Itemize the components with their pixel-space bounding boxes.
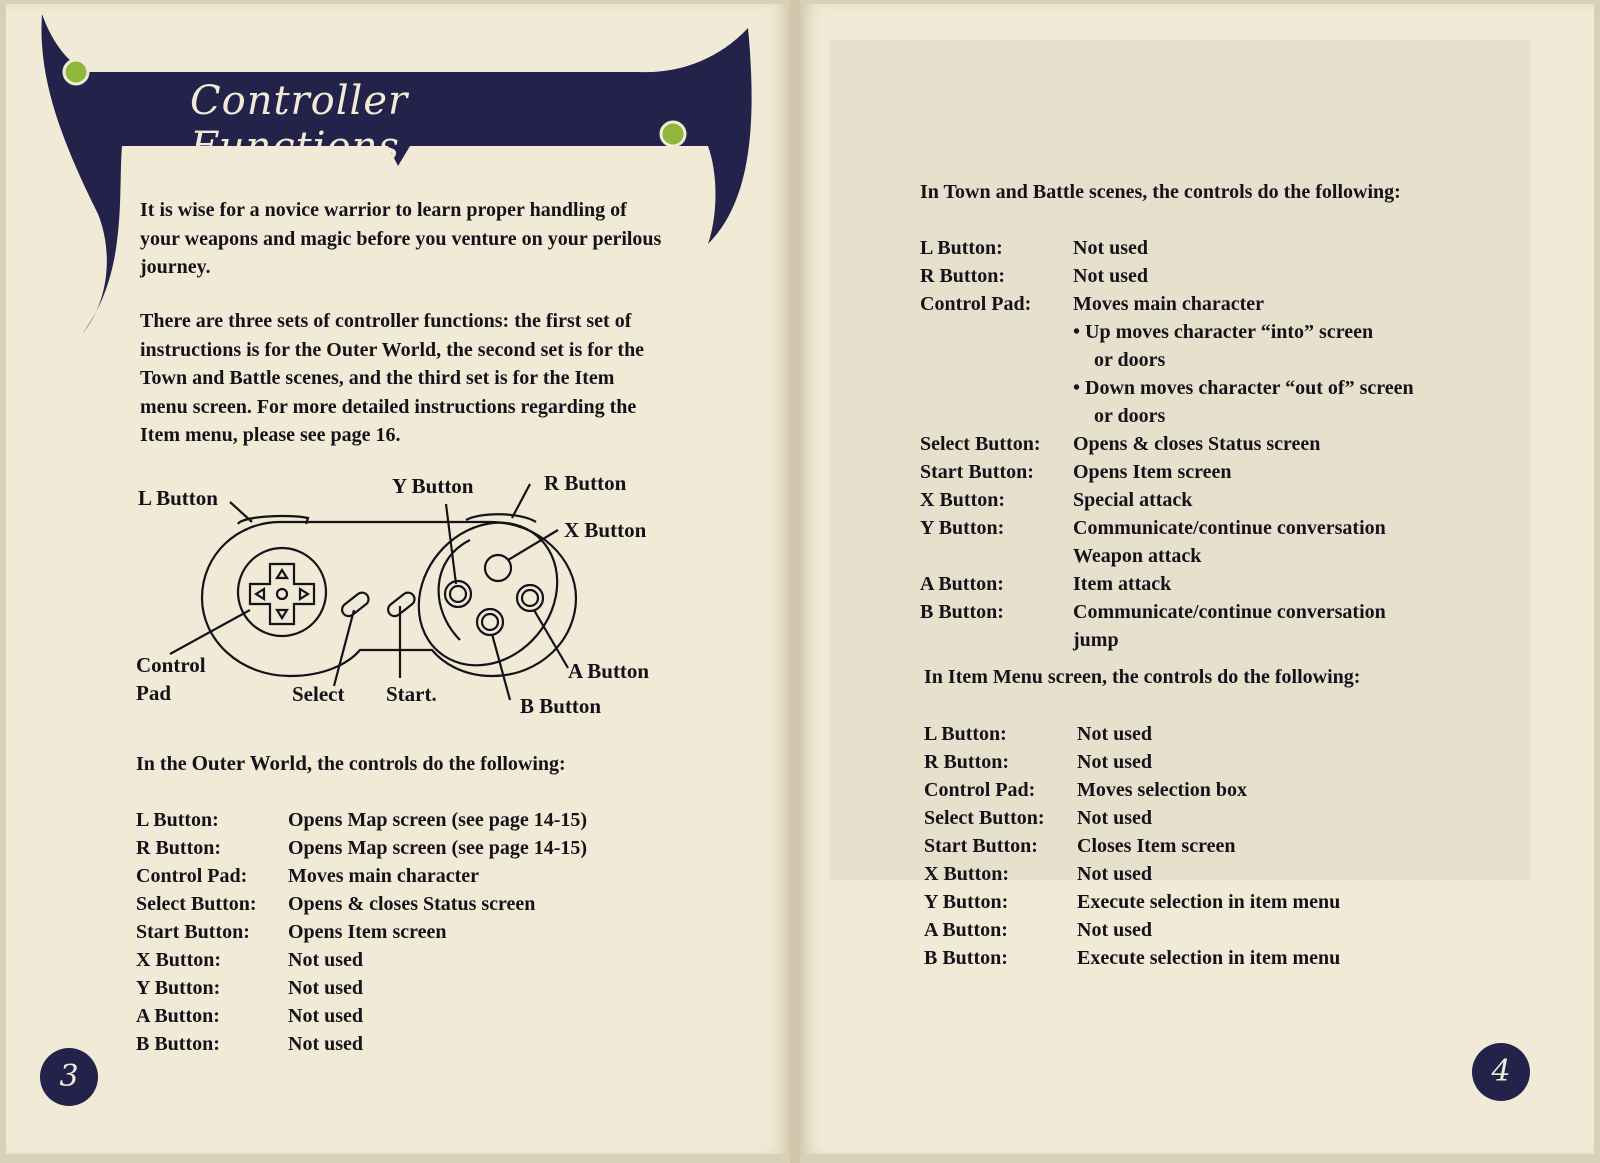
control-key: Y Button: bbox=[920, 517, 1005, 539]
control-row bbox=[920, 430, 1480, 458]
control-row bbox=[920, 570, 1480, 598]
control-key: X Button: bbox=[136, 949, 222, 971]
control-row bbox=[924, 776, 1444, 804]
control-row bbox=[924, 944, 1444, 972]
label-start: Start. bbox=[386, 682, 437, 706]
sets-paragraph: There are three sets of controller functions: the first set of instructions is for the Outer World, the second set is for the Town and Battle scenes, and the third set is for the Item menu screen. For more detailed instructions regarding the Item menu, please see page 16. bbox=[140, 310, 645, 446]
control-key: A Button: bbox=[136, 1005, 220, 1027]
x-face-button bbox=[485, 555, 511, 581]
control-key: X Button: bbox=[924, 863, 1010, 885]
banner-dot-left bbox=[64, 60, 88, 84]
control-key: Start Button: bbox=[136, 921, 250, 943]
item-menu-heading: In Item Menu screen, the controls do the following: bbox=[924, 666, 1361, 688]
controller-body bbox=[202, 522, 576, 676]
control-key: Control Pad: bbox=[920, 293, 1032, 315]
control-value: Opens Map screen (see page 14-15) bbox=[288, 837, 588, 859]
leader-l-button bbox=[230, 502, 252, 522]
control-row bbox=[136, 974, 656, 1002]
control-row bbox=[920, 402, 1480, 430]
town-battle-controls-table bbox=[920, 234, 1480, 654]
label-l-button: L Button bbox=[138, 486, 218, 510]
control-value: Communicate/continue conversation bbox=[1073, 517, 1386, 539]
control-row bbox=[136, 834, 656, 862]
control-value: Not used bbox=[1077, 723, 1153, 745]
start-button bbox=[385, 590, 417, 619]
controller-diagram bbox=[130, 471, 690, 740]
control-value: Communicate/continue conversation bbox=[1073, 601, 1386, 623]
control-value: Not used bbox=[1077, 863, 1153, 885]
control-row bbox=[920, 346, 1480, 374]
control-value: Closes Item screen bbox=[1077, 835, 1236, 857]
control-key: Select Button: bbox=[924, 807, 1045, 829]
book-gutter bbox=[790, 0, 800, 1163]
control-key: A Button: bbox=[924, 919, 1008, 941]
control-key: X Button: bbox=[920, 489, 1006, 511]
dpad-well bbox=[238, 548, 326, 636]
control-key: R Button: bbox=[920, 265, 1006, 287]
control-row bbox=[924, 916, 1444, 944]
leader-r-button bbox=[512, 484, 530, 518]
control-value: Not used bbox=[288, 1033, 364, 1055]
control-row bbox=[920, 514, 1480, 542]
face-button-well bbox=[390, 495, 586, 694]
control-value: Not used bbox=[1073, 237, 1149, 259]
control-value: Not used bbox=[1077, 751, 1153, 773]
label-a-button: A Button bbox=[568, 659, 650, 683]
label-x-button: X Button bbox=[564, 518, 647, 542]
outer-world-controls-table bbox=[136, 806, 656, 1058]
label-y-button: Y Button bbox=[392, 474, 474, 498]
control-value: Moves selection box bbox=[1077, 779, 1247, 801]
control-key: Y Button: bbox=[924, 891, 1009, 913]
control-key: Select Button: bbox=[920, 433, 1041, 455]
control-row bbox=[920, 598, 1480, 626]
control-row bbox=[924, 720, 1444, 748]
control-key: Control Pad: bbox=[924, 779, 1036, 801]
dpad bbox=[250, 564, 314, 624]
control-value: Not used bbox=[288, 1005, 364, 1027]
control-value: Execute selection in item menu bbox=[1077, 891, 1341, 913]
control-row bbox=[136, 862, 656, 890]
control-row bbox=[924, 888, 1444, 916]
leader-b-button bbox=[492, 634, 510, 700]
control-value: Item attack bbox=[1073, 573, 1172, 595]
control-value: Opens Item screen bbox=[288, 921, 447, 943]
control-value: Not used bbox=[288, 949, 364, 971]
control-key: B Button: bbox=[136, 1033, 220, 1055]
control-value: Moves main character bbox=[288, 865, 480, 887]
control-key: L Button: bbox=[924, 723, 1007, 745]
label-r-button: R Button bbox=[544, 471, 627, 495]
control-row bbox=[924, 860, 1444, 888]
control-row bbox=[136, 806, 656, 834]
control-row bbox=[920, 290, 1480, 318]
control-key: A Button: bbox=[920, 573, 1004, 595]
control-value: Opens & closes Status screen bbox=[1073, 433, 1321, 455]
control-value: • Up moves character “into” screen bbox=[1073, 321, 1374, 343]
outer-world-heading-emphasis: Outer World, bbox=[191, 751, 313, 775]
town-battle-heading: In Town and Battle scenes, the controls do the following: bbox=[920, 181, 1401, 203]
outer-world-heading-suffix: the controls do the following: bbox=[312, 753, 566, 775]
leader-control-pad bbox=[170, 610, 250, 654]
label-b-button: B Button bbox=[520, 694, 602, 718]
control-row bbox=[924, 748, 1444, 776]
control-row bbox=[136, 1002, 656, 1030]
outer-world-heading bbox=[136, 751, 566, 776]
control-row bbox=[920, 234, 1480, 262]
control-value: Not used bbox=[288, 977, 364, 999]
title-banner bbox=[18, 14, 778, 354]
control-key: Start Button: bbox=[924, 835, 1038, 857]
control-value: or doors bbox=[1094, 405, 1166, 427]
control-value: Opens & closes Status screen bbox=[288, 893, 536, 915]
control-row bbox=[136, 1030, 656, 1058]
control-value: Weapon attack bbox=[1073, 545, 1202, 567]
control-key: Start Button: bbox=[920, 461, 1034, 483]
label-control: Control bbox=[136, 653, 206, 677]
control-key: Y Button: bbox=[136, 977, 221, 999]
control-key: L Button: bbox=[136, 809, 219, 831]
control-key: Select Button: bbox=[136, 893, 257, 915]
control-key: R Button: bbox=[136, 837, 222, 859]
control-value: Opens Item screen bbox=[1073, 461, 1232, 483]
banner-dot-right bbox=[661, 122, 685, 146]
control-row bbox=[924, 832, 1444, 860]
control-row bbox=[920, 486, 1480, 514]
control-value: Opens Map screen (see page 14-15) bbox=[288, 809, 588, 831]
control-key: B Button: bbox=[924, 947, 1008, 969]
control-row bbox=[920, 626, 1480, 654]
control-row bbox=[920, 262, 1480, 290]
control-value: • Down moves character “out of” screen bbox=[1073, 377, 1414, 399]
control-row bbox=[920, 374, 1480, 402]
control-value: Not used bbox=[1073, 265, 1149, 287]
control-value: or doors bbox=[1094, 349, 1166, 371]
control-value: Execute selection in item menu bbox=[1077, 947, 1341, 969]
control-value: Not used bbox=[1077, 919, 1153, 941]
control-row bbox=[920, 542, 1480, 570]
control-row bbox=[136, 890, 656, 918]
control-key: B Button: bbox=[920, 601, 1004, 623]
page-number-left: 3 bbox=[40, 1048, 98, 1106]
control-value: Special attack bbox=[1073, 489, 1193, 511]
control-row bbox=[920, 318, 1480, 346]
control-row bbox=[924, 804, 1444, 832]
control-key: L Button: bbox=[920, 237, 1003, 259]
leader-select bbox=[334, 610, 354, 686]
control-row bbox=[920, 458, 1480, 486]
outer-world-heading-prefix: In the bbox=[136, 753, 192, 775]
control-row bbox=[136, 946, 656, 974]
control-row bbox=[136, 918, 656, 946]
label-pad: Pad bbox=[136, 681, 172, 705]
banner-shape bbox=[41, 14, 751, 334]
control-key: R Button: bbox=[924, 751, 1010, 773]
select-button bbox=[339, 590, 371, 619]
control-key: Control Pad: bbox=[136, 865, 248, 887]
intro-paragraph: It is wise for a novice warrior to learn proper handling of your weapons and magic before you venture on your perilous journey. bbox=[140, 199, 662, 278]
control-value: jump bbox=[1073, 629, 1119, 651]
item-menu-controls-table bbox=[924, 720, 1444, 972]
page-number-right: 4 bbox=[1472, 1043, 1530, 1101]
control-value: Moves main character bbox=[1073, 293, 1265, 315]
page-title: Controller Functions bbox=[190, 78, 409, 170]
control-value: Not used bbox=[1077, 807, 1153, 829]
r-shoulder bbox=[466, 514, 536, 522]
label-select: Select bbox=[292, 682, 345, 706]
